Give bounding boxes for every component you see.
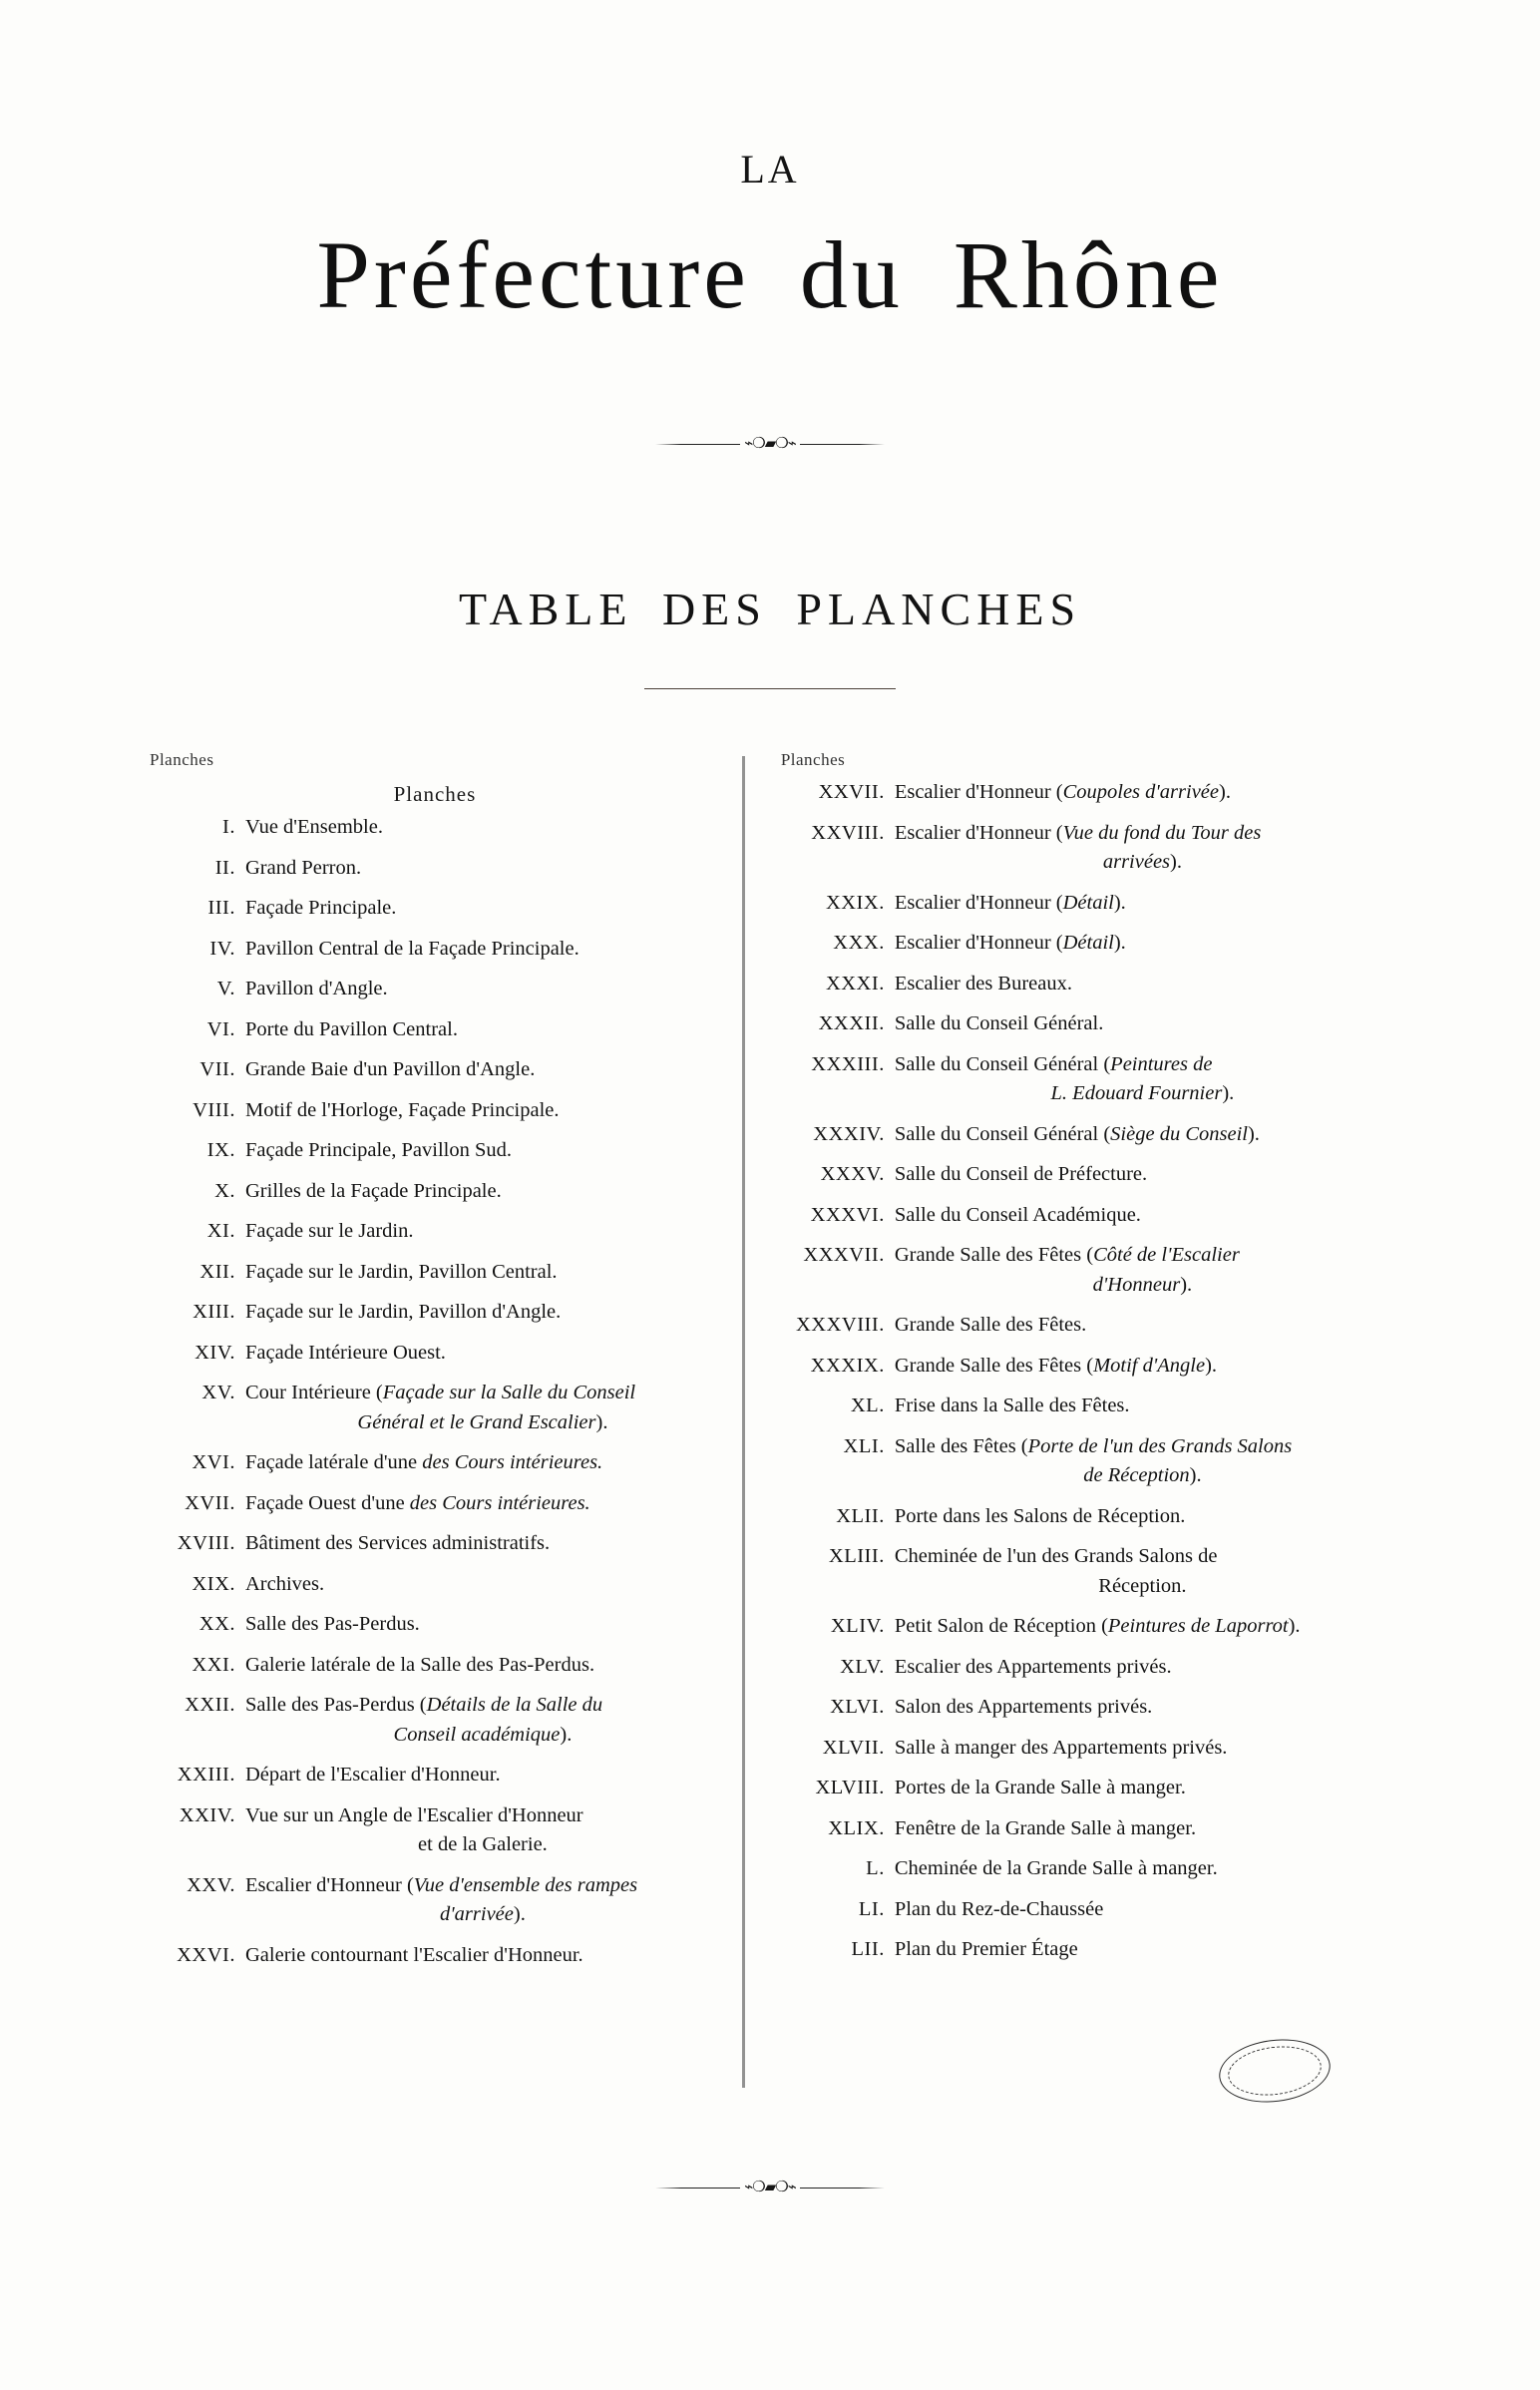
plate-number: VII. — [199, 1058, 235, 1080]
plate-number: XXXIII. — [811, 1052, 885, 1075]
plate-number: XXVII. — [818, 781, 885, 803]
plate-list-item — [781, 1616, 1390, 1637]
plate-number: XIV. — [194, 1341, 235, 1364]
plate-number: XXXV. — [820, 1163, 885, 1185]
plate-list-item — [781, 1245, 1390, 1295]
plate-label — [895, 1395, 1390, 1416]
plate-label-line: Salle du Conseil Général. — [894, 1012, 1104, 1034]
plate-label-line: Salle du Conseil Académique. — [894, 1203, 1141, 1226]
plate-list-item — [150, 1221, 720, 1242]
plate-number: II. — [214, 856, 235, 879]
plate-list-item — [150, 1655, 720, 1676]
plate-label — [895, 823, 1390, 873]
plate-label — [895, 1858, 1390, 1879]
plate-number: XIII. — [192, 1301, 235, 1323]
plate-number: XLIII. — [828, 1545, 885, 1567]
ornament-rule-right — [800, 2188, 885, 2189]
plate-number: III. — [207, 897, 235, 919]
title-block — [0, 147, 1540, 328]
plate-label-italic: Détail — [1062, 891, 1114, 914]
plate-list-item — [781, 1697, 1390, 1718]
plate-label — [895, 1013, 1390, 1034]
plate-number: XVIII. — [177, 1532, 235, 1554]
ornament-rule-left — [655, 2188, 740, 2189]
plate-label-line: Grilles de la Façade Principale. — [245, 1179, 502, 1202]
plate-label-line: Fenêtre de la Grande Salle à manger. — [894, 1816, 1197, 1839]
plate-label — [245, 979, 720, 999]
plate-label — [895, 1939, 1390, 1960]
plate-list-item — [150, 1875, 720, 1925]
plate-label-line: Façade sur le Jardin. — [245, 1220, 414, 1242]
plate-label-italic: des Cours intérieures. — [409, 1491, 590, 1514]
plate-number: XXIII. — [177, 1764, 235, 1786]
plate-label-continuation: Général et le Grand Escalier). — [357, 1410, 608, 1433]
plate-number: XLII. — [836, 1504, 885, 1527]
plate-label — [895, 1899, 1390, 1920]
plate-list-item — [150, 1695, 720, 1745]
plate-number: XXIV. — [179, 1803, 235, 1826]
plate-label — [895, 1738, 1390, 1759]
plate-label-line: Salle à manger des Appartements privés. — [894, 1736, 1228, 1759]
plate-number: I. — [222, 816, 235, 838]
plate-label-italic: Conseil académique — [393, 1723, 561, 1746]
plate-label-italic: d'arrivée — [440, 1903, 514, 1925]
plate-label-line: Porte dans les Salons de Réception. — [894, 1504, 1186, 1527]
plate-label-line: Façade sur le Jardin, Pavillon d'Angle. — [245, 1301, 562, 1323]
plate-label — [245, 898, 720, 919]
plate-list-item — [781, 1356, 1390, 1377]
plate-label — [895, 1436, 1390, 1486]
plate-list-item — [150, 1100, 720, 1121]
page-title: Préfecture du Rhône — [316, 221, 1224, 328]
plate-list-item — [150, 1343, 720, 1364]
plate-label-line: Pavillon Central de la Façade Principale. — [245, 937, 579, 960]
plate-label-continuation: Conseil académique). — [393, 1723, 573, 1746]
plate-list-item — [781, 1738, 1390, 1759]
ornament-motif: ⌁❍▰❍⌁ — [744, 435, 796, 452]
plate-number: XV. — [201, 1382, 235, 1403]
plate-list-item — [781, 1436, 1390, 1486]
plate-list-columns — [150, 750, 1390, 2088]
plate-list-item — [781, 1205, 1390, 1226]
plate-label-line: Escalier d'Honneur (Détail). — [894, 891, 1126, 914]
plate-column-left — [150, 750, 742, 1985]
plate-label-italic: Peintures de — [1110, 1052, 1213, 1075]
plate-label — [895, 893, 1390, 914]
plate-list-item — [150, 1059, 720, 1080]
plate-label-line: Escalier d'Honneur (Vue d'ensemble des rampes — [245, 1873, 638, 1896]
plate-list-item — [150, 1533, 720, 1554]
plate-label-line: Plan du Rez-de-Chaussée — [894, 1897, 1104, 1920]
plate-number: XLI. — [843, 1434, 885, 1457]
plate-label — [245, 1452, 720, 1473]
plate-number: XXV. — [187, 1873, 235, 1896]
plate-number: IV. — [209, 937, 235, 960]
plate-number: XXVI. — [177, 1943, 235, 1966]
plate-label — [245, 1100, 720, 1121]
plate-label-line: Galerie contournant l'Escalier d'Honneur. — [245, 1943, 583, 1966]
plate-list-item — [150, 1383, 720, 1432]
plate-label — [245, 939, 720, 960]
plate-label — [895, 1818, 1390, 1839]
section-heading: TABLE DES PLANCHES — [458, 584, 1082, 634]
plate-label-line: Cheminée de l'un des Grands Salons de — [894, 1545, 1218, 1567]
plate-list-item — [150, 817, 720, 838]
plate-label-italic: d'Honneur — [1092, 1273, 1181, 1296]
plate-label-line: Galerie latérale de la Salle des Pas-Perdus. — [245, 1653, 595, 1676]
plate-label-italic: Façade sur la Salle du Conseil — [382, 1382, 636, 1403]
plate-number: XLIV. — [830, 1615, 885, 1637]
plate-number: XXXI. — [825, 972, 885, 995]
plate-number: X. — [214, 1179, 235, 1202]
plate-label-continuation: d'arrivée). — [440, 1903, 526, 1925]
plate-label-continuation: arrivées). — [1102, 851, 1182, 873]
plate-label — [245, 1875, 720, 1925]
plate-label-line: Façade Ouest d'une des Cours intérieures. — [245, 1491, 590, 1514]
plate-label-continuation: Réception. — [1098, 1574, 1187, 1597]
plate-list-item — [781, 1013, 1390, 1034]
plate-number: IX. — [206, 1139, 235, 1161]
plate-label-line: Porte du Pavillon Central. — [245, 1017, 458, 1040]
plate-label — [895, 1356, 1390, 1377]
plate-label-italic: des Cours intérieures. — [422, 1451, 603, 1473]
plate-label-italic: Peintures de Laporrot — [1107, 1615, 1289, 1637]
plate-label-line: Grande Baie d'un Pavillon d'Angle. — [245, 1058, 536, 1080]
plate-label-line: Départ de l'Escalier d'Honneur. — [245, 1764, 501, 1786]
plate-label — [245, 1343, 720, 1364]
plate-label-line: Frise dans la Salle des Fêtes. — [894, 1394, 1130, 1416]
plate-list-item — [781, 1124, 1390, 1145]
plate-label — [245, 1383, 720, 1432]
plate-label — [895, 1315, 1390, 1336]
plate-label — [895, 1778, 1390, 1798]
column-header-right: Planches — [780, 750, 846, 769]
plate-list-item — [150, 1181, 720, 1202]
plate-column-right — [745, 750, 1390, 1980]
plate-list-item — [781, 823, 1390, 873]
plate-label — [895, 1205, 1390, 1226]
plate-label — [895, 1506, 1390, 1527]
plate-list-item — [150, 1574, 720, 1595]
plate-number: XXXVII. — [803, 1244, 885, 1266]
plate-list-item — [781, 1899, 1390, 1920]
plate-label-italic: Détail — [1062, 932, 1114, 954]
plate-number: LI. — [858, 1897, 885, 1920]
plate-list-item — [150, 1945, 720, 1966]
plate-label-line: Bâtiment des Services administratifs. — [245, 1532, 551, 1554]
plate-label — [245, 1945, 720, 1966]
plate-label — [895, 974, 1390, 995]
plate-list-item — [781, 974, 1390, 995]
plate-label-italic: arrivées — [1102, 851, 1171, 873]
plate-list-right — [781, 782, 1390, 1960]
plate-label — [895, 1245, 1390, 1295]
plate-list-item — [781, 1778, 1390, 1798]
plate-number: XLVIII. — [815, 1777, 885, 1798]
plate-list-item — [150, 1262, 720, 1283]
plate-label — [245, 1695, 720, 1745]
plate-number: XIX. — [192, 1572, 235, 1595]
plate-label-line: Cour Intérieure (Façade sur la Salle du Conseil — [245, 1382, 636, 1403]
plate-number: XXIX. — [825, 891, 885, 914]
plate-label — [895, 1546, 1390, 1596]
plate-label-italic: Détails de la Salle du — [426, 1694, 603, 1716]
plate-list-item — [781, 1939, 1390, 1960]
plate-label-line: Motif de l'Horloge, Façade Principale. — [245, 1098, 560, 1121]
ornament-motif: ⌁❍▰❍⌁ — [744, 2179, 796, 2195]
plate-number: LII. — [851, 1938, 885, 1960]
plate-number: XVI. — [192, 1451, 235, 1473]
plate-number: XXXII. — [818, 1012, 885, 1034]
plate-number: XLIX. — [828, 1816, 885, 1839]
plate-label-line: Salle du Conseil de Préfecture. — [894, 1163, 1148, 1185]
plate-list-item — [781, 1054, 1390, 1104]
plate-label-line: Façade latérale d'une des Cours intérieures. — [245, 1451, 603, 1473]
plate-label — [245, 1140, 720, 1161]
plate-list-item — [150, 939, 720, 960]
plate-number: XVII. — [185, 1491, 235, 1514]
plate-label-line: Façade sur le Jardin, Pavillon Central. — [245, 1260, 558, 1283]
plate-label-continuation: de Réception). — [1083, 1464, 1202, 1486]
plate-list-item — [150, 1019, 720, 1040]
plate-label-line: Façade Principale. — [245, 897, 397, 919]
plate-number: XXII. — [185, 1694, 235, 1716]
plate-label — [245, 817, 720, 838]
plate-label-line: Vue sur un Angle de l'Escalier d'Honneur — [245, 1803, 583, 1826]
plate-label-italic: Motif d'Angle — [1093, 1354, 1206, 1377]
plate-list-item — [150, 979, 720, 999]
plate-label — [895, 933, 1390, 954]
plate-label — [245, 1655, 720, 1676]
plate-label-line: Portes de la Grande Salle à manger. — [894, 1777, 1186, 1798]
plate-number: XLVI. — [830, 1696, 885, 1718]
column-subtitle-left: Planches — [393, 782, 477, 806]
plate-number: VI. — [206, 1017, 235, 1040]
plate-label-line: Salle du Conseil Général (Peintures de — [894, 1052, 1213, 1075]
plate-label — [245, 1614, 720, 1635]
plate-number: XLVII. — [822, 1736, 885, 1759]
plate-label-italic: Siège du Conseil — [1110, 1122, 1248, 1145]
plate-number: XXI. — [192, 1653, 235, 1676]
plate-label-italic: Vue d'ensemble des rampes — [413, 1873, 638, 1896]
plate-list-item — [150, 1805, 720, 1855]
plate-label — [895, 1164, 1390, 1185]
plate-label — [245, 1302, 720, 1323]
plate-label — [895, 1697, 1390, 1718]
plate-label-line: Façade Principale, Pavillon Sud. — [245, 1139, 513, 1161]
plate-list-item — [150, 898, 720, 919]
ornament-divider-top — [655, 431, 885, 457]
plate-label-line: Petit Salon de Réception (Peintures de Laporrot). — [894, 1615, 1301, 1637]
plate-list-item — [781, 933, 1390, 954]
plate-number: XXXVIII. — [796, 1314, 885, 1336]
plate-list-item — [150, 1140, 720, 1161]
plate-label — [245, 1019, 720, 1040]
plate-number: VIII. — [192, 1098, 235, 1121]
plate-label-italic: L. Edouard Fournier — [1050, 1082, 1223, 1104]
section-heading-rule — [644, 688, 896, 689]
plate-list-item — [781, 1858, 1390, 1879]
plate-label — [245, 1493, 720, 1514]
plate-list-item — [781, 1315, 1390, 1336]
ornament-divider-bottom — [655, 2175, 885, 2200]
plate-list-item — [781, 1164, 1390, 1185]
plate-list-item — [150, 858, 720, 879]
plate-label-italic: Coupoles d'arrivée — [1062, 781, 1219, 803]
plate-number: XXXVI. — [810, 1203, 885, 1226]
plate-number: XXXIX. — [810, 1354, 885, 1377]
plate-label-line: Façade Intérieure Ouest. — [245, 1341, 446, 1364]
plate-label-continuation: d'Honneur). — [1092, 1273, 1193, 1296]
plate-label-italic: Général et le Grand Escalier — [357, 1410, 596, 1433]
plate-label — [245, 1181, 720, 1202]
plate-list-item — [781, 782, 1390, 803]
plate-label-line: Grand Perron. — [245, 856, 362, 879]
plate-list-item — [150, 1493, 720, 1514]
plate-number: XII. — [199, 1260, 235, 1283]
ornament-rule-left — [655, 444, 740, 445]
plate-label — [245, 858, 720, 879]
plate-number: XI. — [206, 1220, 235, 1242]
plate-label-line: Grande Salle des Fêtes (Motif d'Angle). — [894, 1354, 1218, 1377]
plate-label-line: Salon des Appartements privés. — [894, 1696, 1153, 1718]
plate-label — [895, 1124, 1390, 1145]
plate-number: XXX. — [833, 932, 885, 954]
plate-label-italic: Côté de l'Escalier — [1093, 1244, 1240, 1266]
title-eyebrow: LA — [740, 147, 800, 192]
plate-label-line: Escalier des Appartements privés. — [894, 1655, 1172, 1678]
plate-label-line: Plan du Premier Étage — [894, 1938, 1078, 1960]
plate-number: V. — [216, 978, 235, 999]
plate-number: XLV. — [840, 1655, 885, 1678]
plate-label-line: Escalier d'Honneur (Vue du fond du Tour des — [894, 821, 1262, 844]
plate-label-line: Escalier d'Honneur (Détail). — [894, 932, 1126, 954]
library-stamp-icon — [1219, 2040, 1331, 2102]
plate-label-line: Escalier des Bureaux. — [894, 972, 1072, 995]
plate-list-item — [781, 1546, 1390, 1596]
plate-label-line: Salle des Fêtes (Porte de l'un des Grands Salons — [894, 1434, 1293, 1457]
plate-number: XL. — [850, 1394, 885, 1416]
plate-label-continuation: L. Edouard Fournier). — [1050, 1082, 1235, 1104]
plate-label-line: Cheminée de la Grande Salle à manger. — [894, 1857, 1218, 1879]
plate-label-italic: Vue du fond du Tour des — [1062, 821, 1262, 844]
plate-label — [245, 1262, 720, 1283]
column-header-left: Planches — [150, 750, 214, 769]
plate-label-line: Salle des Pas-Perdus (Détails de la Salle du — [245, 1694, 603, 1716]
plate-number: L. — [866, 1857, 885, 1879]
plate-label-line: Grande Salle des Fêtes (Côté de l'Escalier — [894, 1244, 1240, 1266]
plate-label — [895, 1054, 1390, 1104]
plate-list-item — [781, 893, 1390, 914]
plate-label — [895, 1657, 1390, 1678]
plate-label — [245, 1059, 720, 1080]
plate-label — [245, 1574, 720, 1595]
plate-list-item — [781, 1657, 1390, 1678]
plate-list-item — [150, 1452, 720, 1473]
plate-list-item — [150, 1614, 720, 1635]
plate-list-item — [781, 1506, 1390, 1527]
plate-label-line: Salle du Conseil Général (Siège du Conseil). — [894, 1122, 1260, 1145]
plate-label — [245, 1765, 720, 1786]
plate-label-italic: de Réception — [1083, 1464, 1190, 1486]
plate-label-line: Salle des Pas-Perdus. — [245, 1613, 420, 1635]
plate-list-item — [150, 1765, 720, 1786]
plate-label — [245, 1221, 720, 1242]
plate-label — [245, 1805, 720, 1855]
plate-label-line: Grande Salle des Fêtes. — [894, 1314, 1087, 1336]
plate-list-item — [781, 1818, 1390, 1839]
plate-label-line: Archives. — [245, 1572, 325, 1595]
plate-label — [895, 782, 1390, 803]
plate-list-left — [150, 817, 720, 1965]
ornament-rule-right — [800, 444, 885, 445]
plate-label-line: Vue d'Ensemble. — [245, 816, 383, 838]
plate-label-italic: Porte de l'un des Grands Salons — [1027, 1434, 1293, 1457]
plate-label — [245, 1533, 720, 1554]
plate-number: XXXIV. — [813, 1122, 885, 1145]
plate-label-line: Pavillon d'Angle. — [245, 978, 388, 999]
plate-list-item — [781, 1395, 1390, 1416]
plate-number: XX. — [198, 1613, 235, 1635]
plate-label-continuation: et de la Galerie. — [418, 1833, 548, 1855]
plate-list-item — [150, 1302, 720, 1323]
plate-label-line: Escalier d'Honneur (Coupoles d'arrivée). — [894, 781, 1231, 803]
plate-number: XXVIII. — [811, 821, 885, 844]
plate-label — [895, 1616, 1390, 1637]
